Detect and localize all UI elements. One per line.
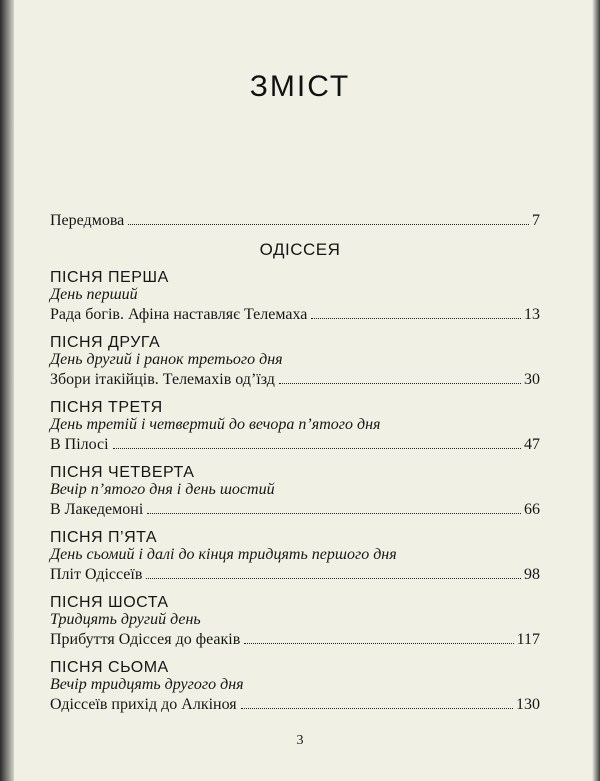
song-title: ПІСНЯ ШОСТА (50, 594, 169, 611)
toc-entry[interactable] (50, 565, 540, 585)
song-day: Вечір тридцять другого дня (50, 676, 244, 693)
toc-entry[interactable] (50, 695, 540, 715)
toc-page-number: 66 (524, 501, 540, 518)
contents-title: ЗМІСТ (249, 70, 351, 103)
toc-entry-label: Рада богів. Афіна наставляє Телемаха (50, 306, 308, 323)
dot-leader (311, 318, 521, 319)
toc-page-number: 7 (532, 212, 540, 229)
part-title: ОДІССЕЯ (259, 240, 341, 259)
toc-page-number: 117 (516, 631, 540, 648)
toc-page-number: 47 (524, 436, 540, 453)
song-day: Тридцять другий день (50, 611, 201, 628)
toc-entry-label: Збори ітакійців. Телемахів од’їзд (50, 371, 275, 388)
toc-page-number: 130 (516, 696, 540, 713)
song-day: День сьомий і далі до кінця тридцять першого дня (50, 546, 397, 563)
toc-page-number: 30 (524, 371, 540, 388)
dot-leader (279, 383, 521, 384)
toc-page-number: 98 (524, 566, 540, 583)
song-title: ПІСНЯ ТРЕТЯ (50, 399, 163, 416)
song-day: День перший (50, 286, 138, 303)
toc-entry[interactable] (50, 305, 540, 325)
page-edge-shadow (592, 0, 600, 781)
toc-entry-label: Прибуття Одіссея до феаків (50, 631, 241, 648)
toc-entry[interactable] (50, 630, 540, 650)
toc-page-number: 13 (524, 306, 540, 323)
song-title: ПІСНЯ ЧЕТВЕРТА (50, 464, 195, 481)
dot-leader (241, 708, 513, 709)
song-title: ПІСНЯ СЬОМА (50, 659, 169, 676)
dot-leader (244, 643, 513, 644)
toc-entry[interactable] (50, 435, 540, 455)
toc-entry-label: В Пілосі (50, 436, 109, 453)
toc-entry-label: В Лакедемоні (50, 501, 144, 518)
page-number: 3 (296, 733, 304, 748)
song-day: Вечір п’ятого дня і день шостий (50, 481, 275, 498)
page-gutter-shadow (0, 0, 14, 781)
toc-entry-preface[interactable] (50, 211, 540, 231)
song-day: День другий і ранок третього дня (50, 351, 283, 368)
toc-entry-label: Передмова (50, 212, 125, 229)
toc-entry[interactable] (50, 500, 540, 520)
toc-entry[interactable] (50, 370, 540, 390)
dot-leader (146, 578, 521, 579)
toc-entry-label: Пліт Одіссеїв (50, 566, 143, 583)
song-title: ПІСНЯ ПЕРША (50, 269, 169, 286)
toc-entry-label: Одіссеїв прихід до Алкіноя (50, 696, 237, 713)
dot-leader (113, 448, 521, 449)
dot-leader (147, 513, 521, 514)
dot-leader (128, 224, 529, 225)
song-title: ПІСНЯ ДРУГА (50, 334, 161, 351)
song-day: День третій і четвертий до вечора п’ятого дня (50, 416, 381, 433)
song-title: ПІСНЯ П’ЯТА (50, 529, 158, 546)
